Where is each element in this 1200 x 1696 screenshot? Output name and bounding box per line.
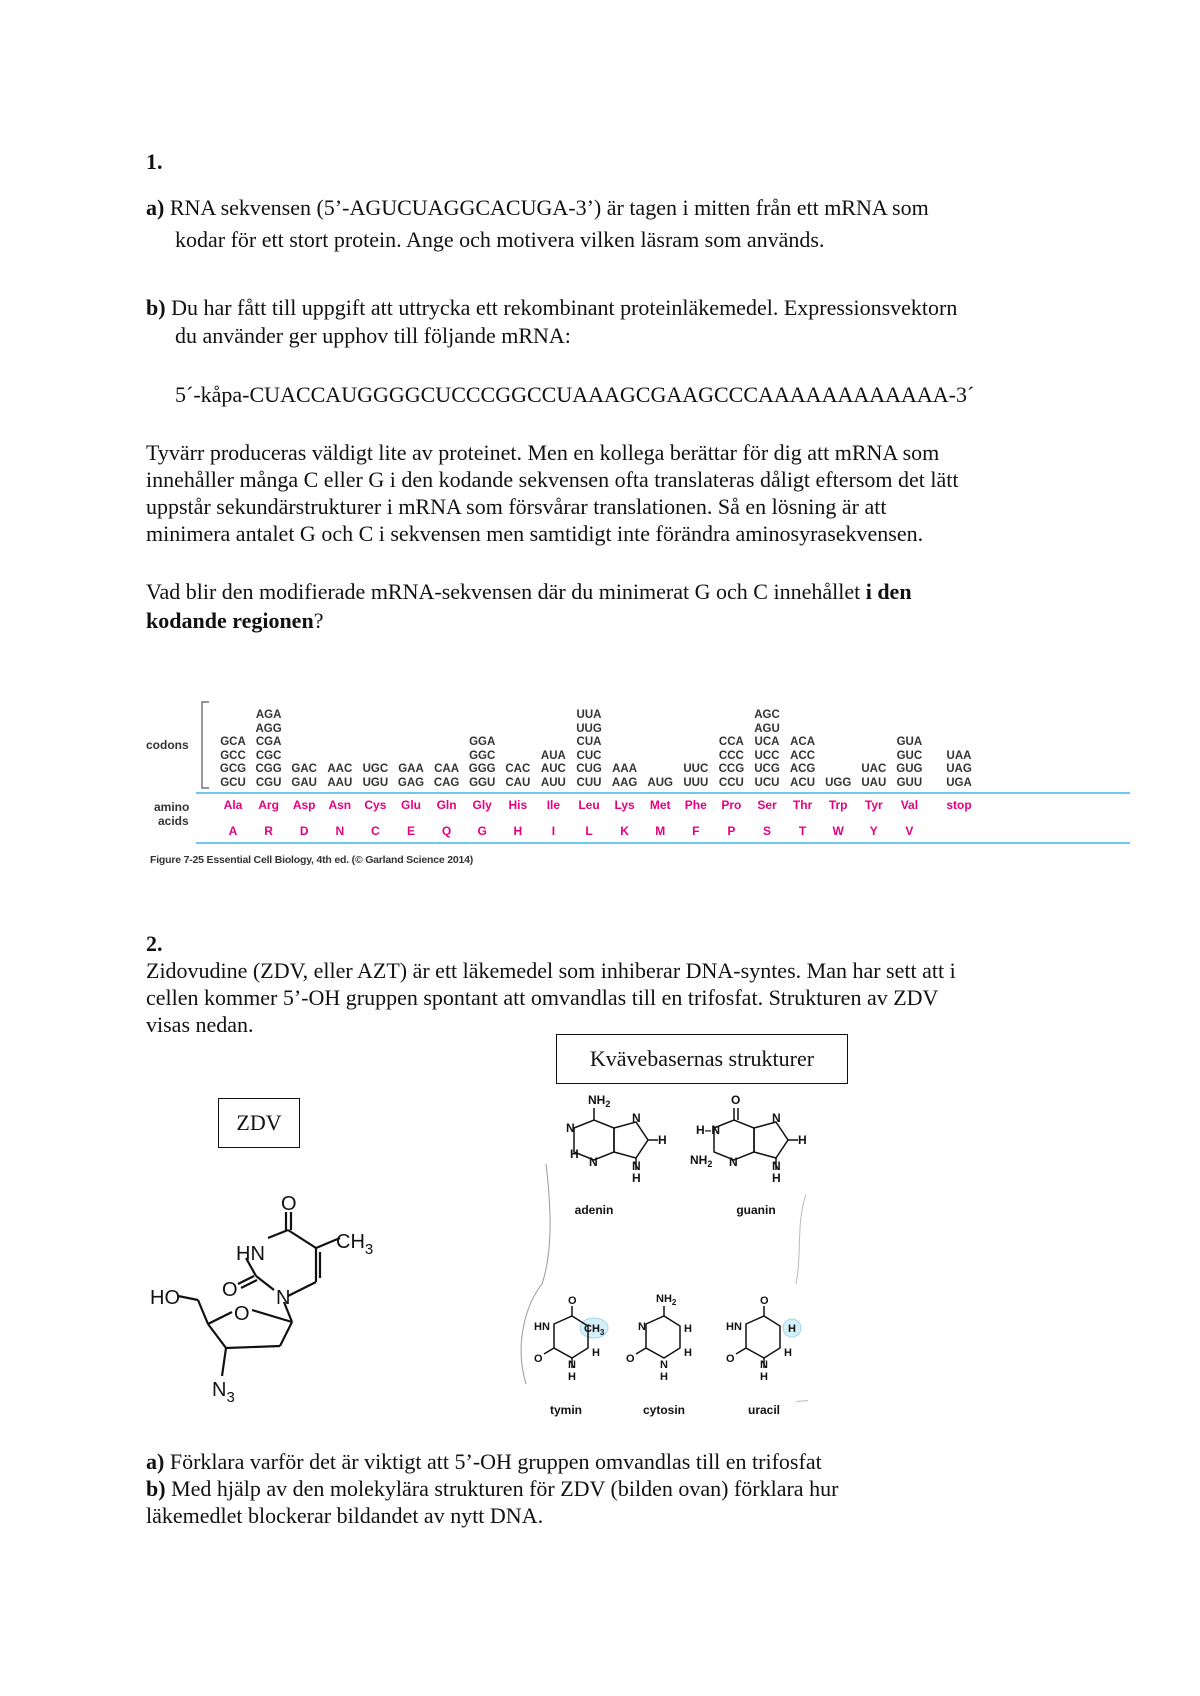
zdv-n3: $N_3$: [212, 1379, 235, 1406]
codon: UCU: [754, 776, 780, 789]
guanin-n9: N: [772, 1159, 781, 1173]
codon: UUA: [576, 709, 602, 721]
codon: UCA: [754, 736, 780, 748]
amino-acid-abbr: Val: [900, 798, 919, 812]
q2b-text: Med hjälp av den molekylära strukturen för ZDV (bilden ovan) förklara hur: [165, 1476, 839, 1501]
codon: CCA: [718, 736, 744, 748]
zdv-label-box: ZDV: [218, 1098, 300, 1148]
uracil-h1: H: [760, 1371, 768, 1383]
codon: GAC: [291, 763, 317, 775]
q1b-line1: [146, 294, 957, 322]
codon: GAU: [291, 776, 317, 789]
codon: AUA: [540, 749, 566, 762]
codon: GUU: [896, 776, 923, 789]
q2a-line: [146, 1448, 822, 1476]
q1-question-end: ?: [313, 608, 324, 633]
q1a-line1: [146, 194, 929, 222]
codon: UCG: [754, 763, 780, 775]
cytosin-h1: H: [660, 1371, 668, 1383]
tymin-h1: H: [568, 1371, 576, 1383]
tymin-o: O: [568, 1295, 577, 1307]
amino-acid-abbr: Arg: [258, 798, 279, 812]
codon: AAG: [611, 776, 638, 789]
uracil-structure: [736, 1306, 780, 1368]
codon: ACU: [790, 776, 816, 789]
tymin-h6: H: [592, 1347, 600, 1359]
zdv-hn: HN: [236, 1243, 265, 1265]
codon: UAA: [946, 749, 972, 762]
codon: GGC: [469, 749, 496, 762]
amino-acid-abbr: Tyr: [864, 798, 883, 812]
codon: CGC: [255, 749, 282, 762]
tymin-ch3: $CH_3$: [584, 1323, 605, 1337]
uracil-o2: O: [726, 1353, 735, 1365]
codon: CUG: [576, 763, 602, 775]
codon: UGA: [946, 776, 972, 789]
amino-acid-abbr: Asn: [328, 798, 352, 812]
codon: CUU: [576, 776, 602, 789]
guanin-n7: N: [772, 1111, 781, 1125]
guanin-nh2: $NH_2$: [690, 1153, 713, 1169]
cytosin-h6: H: [684, 1347, 692, 1359]
codon: AUC: [540, 763, 566, 775]
amino-label: amino: [154, 800, 190, 814]
amino-acid-letter: Y: [869, 824, 878, 838]
q1-number: 1.: [146, 149, 163, 174]
acids-label: acids: [158, 814, 189, 828]
zdv-n: N: [276, 1287, 291, 1309]
zdv-o-ring: O: [234, 1303, 250, 1325]
codon: GUG: [896, 763, 923, 775]
amino-acid-abbr: Ser: [757, 798, 777, 812]
q1-question-line-1: [146, 578, 912, 606]
cytosin-h5: H: [684, 1323, 692, 1335]
amino-acid-letter: D: [299, 824, 309, 838]
amino-acid-letter: F: [692, 824, 700, 838]
amino-acid-letter: C: [371, 824, 380, 838]
cytosin-label: cytosin: [642, 1403, 686, 1417]
q1-question-bold-2: kodande regionen: [146, 608, 314, 633]
codon: UUG: [576, 722, 602, 735]
codon: AUU: [540, 776, 566, 789]
codon: CAG: [433, 776, 460, 789]
q2b-line: [146, 1475, 838, 1503]
q1-question-bold-1: i den: [865, 579, 912, 604]
amino-acid-letter: L: [585, 824, 593, 838]
codon: AGG: [255, 722, 282, 735]
amino-acid-letter: R: [264, 824, 273, 838]
adenin-nh2: $NH_2$: [588, 1093, 611, 1109]
guanin-hn: H–N: [696, 1123, 721, 1137]
codon: CUA: [576, 736, 602, 748]
amino-acid-abbr: Ile: [546, 798, 561, 812]
codon: UAC: [861, 763, 887, 775]
cytosin-n3: N: [638, 1321, 646, 1333]
codon: AGC: [754, 709, 780, 721]
codon-table-rule-top: [196, 792, 1130, 794]
q2-number: 2.: [146, 931, 163, 956]
q2-intro-line-1: Zidovudine (ZDV, eller AZT) är ett läkemedel som inhiberar DNA-syntes. Man har sett att i: [146, 958, 956, 983]
codon: UGU: [362, 776, 389, 789]
amino-acid-abbr: Glu: [401, 798, 421, 812]
uracil-n1: N: [760, 1359, 768, 1371]
codon: GCG: [219, 763, 247, 775]
adenin-n9: N: [632, 1159, 641, 1173]
adenin-n1: N: [566, 1121, 575, 1135]
codon: UCC: [754, 749, 780, 762]
amino-acid-abbr: Gln: [436, 798, 457, 812]
codon: CCU: [718, 776, 744, 789]
amino-acid-abbr: Trp: [828, 798, 848, 812]
adenin-n7: N: [632, 1111, 641, 1125]
amino-acid-abbr: Leu: [578, 798, 600, 812]
adenin-structure: [574, 1108, 658, 1170]
amino-acid-letter: V: [905, 824, 914, 838]
q1b-line2: du använder ger upphov till följande mRNA:: [175, 323, 571, 348]
codon: CGG: [255, 763, 282, 775]
q2-intro-line-3: visas nedan.: [146, 1012, 254, 1037]
amino-acid-abbr: Pro: [721, 798, 742, 812]
q1-question-line-2: [146, 607, 323, 635]
codon: GCU: [220, 776, 246, 789]
adenin-n3: N: [589, 1155, 598, 1169]
codon: GUC: [896, 749, 923, 762]
codon: CAA: [434, 763, 460, 775]
uracil-o: O: [760, 1295, 769, 1307]
codon: CGU: [255, 776, 282, 789]
codon: ACA: [790, 736, 816, 748]
q1a-text-1: RNA sekvensen (5’-AGUCUAGGCACUGA-3’) är tagen i mitten från ett mRNA som: [169, 195, 929, 220]
zdv-o-left: O: [222, 1279, 238, 1301]
codon: UGC: [362, 763, 389, 775]
codon: AAC: [327, 763, 353, 775]
adenin-label: adenin: [574, 1203, 614, 1217]
codon: GUA: [896, 736, 923, 748]
zdv-ch3: $CH_3$: [336, 1231, 374, 1258]
amino-acid-letter: W: [832, 824, 844, 838]
q1-paragraph-line-4: minimera antalet G och C i sekvensen men samtidigt inte förändra aminosyrasekvensen.: [146, 521, 924, 546]
amino-acid-letter: N: [335, 824, 345, 838]
amino-acid-letter: E: [406, 824, 415, 838]
codon: AAA: [612, 763, 638, 775]
uracil-hn: HN: [726, 1321, 742, 1333]
guanin-n3: N: [729, 1155, 738, 1169]
amino-acid-letter: G: [477, 824, 487, 838]
amino-acid-letter: A: [228, 824, 238, 838]
mrna-sequence: 5´-kåpa-CUACCAUGGGGCUCCCGGCCUAAAGCGAAGCCCAAAAAAAAAAAA-3´: [175, 382, 975, 407]
guanin-label: guanin: [736, 1203, 776, 1217]
amino-acid-letter: P: [727, 824, 736, 838]
zdv-o-top: O: [281, 1193, 297, 1215]
codon-table-rule-bottom: [196, 842, 1130, 844]
q1-paragraph-line-2: innehåller många C eller G i den kodande sekvensen ofta translateras dåligt eftersom det lätt: [146, 467, 959, 492]
amino-acid-letter: T: [798, 824, 807, 838]
codon: CCC: [718, 749, 744, 762]
q1b-label: b): [146, 295, 166, 320]
codon: CAU: [505, 776, 531, 789]
codon-bracket: [200, 700, 210, 790]
amino-acid-letter: Q: [441, 824, 452, 838]
q2b-line2: läkemedlet blockerar bildandet av nytt DNA.: [146, 1503, 544, 1528]
amino-acid-abbr: Cys: [364, 798, 387, 812]
q1-paragraph-line-1: Tyvärr produceras väldigt lite av proteinet. Men en kollega berättar för dig att mRNA som: [146, 440, 940, 465]
amino-acid-abbr: Asp: [292, 798, 316, 812]
amino-acid-abbr: Gly: [472, 798, 492, 812]
codon: GGU: [469, 776, 496, 789]
codon: GCC: [220, 749, 246, 762]
q1-paragraph-line-3: uppstår sekundärstrukturer i mRNA som försvårar translationen. Så en lösning är att: [146, 494, 887, 519]
amino-acid-abbr: Met: [649, 798, 671, 812]
codon: CAC: [505, 763, 531, 775]
guanin-structure: [714, 1108, 798, 1170]
codon: CUC: [576, 749, 602, 762]
uracil-h6: H: [784, 1347, 792, 1359]
uracil-h5: H: [788, 1323, 796, 1335]
cytosin-nh2: $NH_2$: [656, 1293, 677, 1307]
q2-intro-line-2: cellen kommer 5’-OH gruppen spontant att omvandlas till en trifosfat. Strukturen av ZDV: [146, 985, 939, 1010]
guanin-h8: H: [798, 1133, 807, 1147]
q1a-label: a): [146, 195, 165, 220]
amino-acid-letter: H: [513, 824, 523, 838]
amino-acid-abbr: stop: [946, 798, 972, 812]
amino-acid-letter: K: [620, 824, 629, 838]
codon: GGG: [468, 763, 496, 775]
zdv-ho: HO: [150, 1287, 180, 1309]
codon: GAA: [398, 763, 424, 775]
q2a-text: Förklara varför det är viktigt att 5’-OH gruppen omvandlas till en trifosfat: [164, 1449, 822, 1474]
amino-acid-abbr: Lys: [614, 798, 635, 812]
amino-acid-letter: I: [551, 824, 556, 838]
tymin-hn: HN: [534, 1321, 550, 1333]
adenin-h9: H: [632, 1171, 641, 1185]
codon: GGA: [469, 736, 496, 748]
cytosin-o: O: [626, 1353, 635, 1365]
codon: AGA: [255, 709, 282, 721]
bases-structures: [516, 1084, 836, 1424]
codon: AUG: [647, 776, 673, 789]
codon: CCG: [718, 763, 745, 775]
amino-acid-letter: S: [762, 824, 771, 838]
codon: UAG: [946, 763, 972, 775]
codon: GAG: [397, 776, 425, 789]
amino-acid-abbr: Thr: [792, 798, 813, 812]
tymin-o2: O: [534, 1353, 543, 1365]
codon: AAU: [327, 776, 353, 789]
q2b-label: b): [146, 1476, 166, 1501]
q2a-label: a): [146, 1449, 165, 1474]
q1a-line2: kodar för ett stort protein. Ange och motivera vilken läsram som används.: [175, 227, 825, 252]
codon-table: [146, 700, 1006, 890]
codon: UGG: [825, 776, 852, 789]
tymin-n1: N: [568, 1359, 576, 1371]
guanin-o: O: [731, 1093, 741, 1107]
amino-acid-abbr: Phe: [684, 798, 707, 812]
codon: AGU: [754, 722, 780, 735]
q1b-text-1: Du har fått till uppgift att uttrycka ett rekombinant proteinläkemedel. Expressionsvektorn: [171, 295, 958, 320]
codon: GCA: [220, 736, 246, 748]
tymin-structure: [544, 1306, 588, 1368]
codon: UUC: [683, 763, 709, 775]
codon: ACG: [789, 763, 816, 775]
amino-acid-letter: M: [655, 824, 666, 838]
codons-label: codons: [146, 738, 189, 752]
zdv-structure: [150, 1190, 400, 1420]
codon: ACC: [790, 749, 816, 762]
codon: CGA: [255, 736, 282, 748]
adenin-h2: H: [570, 1147, 579, 1161]
guanin-h9: H: [772, 1171, 781, 1185]
amino-acid-abbr: Ala: [223, 798, 243, 812]
q1-question-text: Vad blir den modifierade mRNA-sekvensen där du minimerat G och C innehållet: [146, 579, 866, 604]
figure-caption: Figure 7-25 Essential Cell Biology, 4th ed. (© Garland Science 2014): [150, 854, 474, 866]
bases-title-box: Kvävebasernas strukturer: [556, 1034, 848, 1084]
adenin-h8: H: [658, 1133, 667, 1147]
tymin-label: tymin: [549, 1403, 583, 1417]
amino-acid-abbr: His: [508, 798, 528, 812]
cytosin-n1: N: [660, 1359, 668, 1371]
codon: UAU: [861, 776, 887, 789]
codon: UUU: [683, 776, 709, 789]
uracil-label: uracil: [747, 1403, 781, 1417]
